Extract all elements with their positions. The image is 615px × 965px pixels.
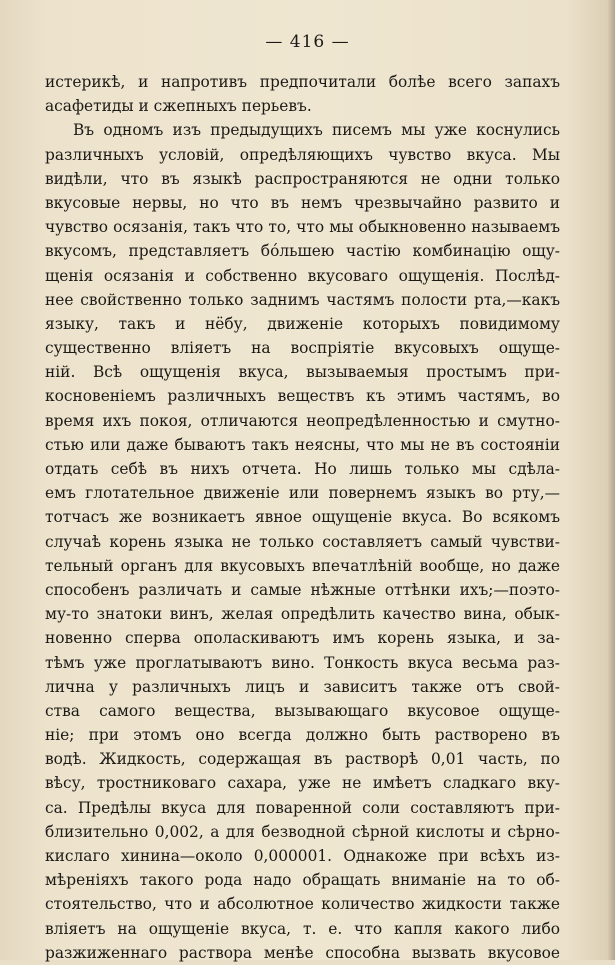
text-line: ства самого вещества, вызывающаго вкусовое ощуще- [45,701,560,720]
text-line: отдать себѣ въ нихъ отчета. Но лишь только мы сдѣла- [45,460,560,478]
text-line: стью или даже бываютъ такъ неясны, что мы не въ состояніи [45,435,560,454]
body-text [45,70,560,965]
text-line: разжиженнаго раствора менѣе способна вызвать вкусовое [45,943,560,962]
text-line: вкусомъ, представляетъ бо́льшею частію комбинацію ощу- [45,242,560,261]
text-line: ніе; при этомъ оно всегда должно быть растворено въ [45,726,560,745]
page-number: — 416 — [265,32,350,52]
text-line: чувство осязанія, такъ что то, что мы обыкновенно называемъ [45,218,560,237]
text-line: Въ одномъ изъ предыдущихъ писемъ мы уже коснулись [73,121,560,140]
text-line: видѣли, что въ языкѣ распространяются не одни только [45,169,560,188]
text-line: вѣсу, тростниковаго сахара, уже не имѣетъ сладкаго вку- [45,774,560,793]
text-line: щенія осязанія и собственно вкусоваго ощущенія. Послѣд- [45,266,560,285]
text-line: случаѣ корень языка не только составляетъ самый чувстви- [45,532,560,551]
text-line: стоятельство, что и абсолютное количество жидкости также [45,895,560,914]
text-line: новенно сперва ополаскиваютъ имъ корень языка, и за- [45,629,560,648]
text-line: са. Предѣлы вкуса для поваренной соли составляютъ при- [45,798,560,817]
text-line: вкусовые нервы, но что въ немъ чрезвычайно развито и [45,193,560,212]
text-line: тельный органъ для вкусовыхъ впечатлѣній вообще, но даже [45,556,560,575]
text-line: языку, такъ и нёбу, движеніе которыхъ повидимому [45,314,560,333]
text-line: способенъ различать и самые нѣжные оттѣнки ихъ;—поэто- [45,580,560,599]
text-line: вліяетъ на ощущеніе вкуса, т. е. что капля какого либо [45,919,560,938]
text-line: му-то знатоки винъ, желая опредѣлить качество вина, обык- [45,605,560,624]
text-line: емъ глотательное движеніе или повернемъ языкъ во рту,— [45,484,560,503]
text-line: асафетиды и сжепныхъ перьевъ. [45,97,312,116]
text-line: близительно 0,002, а для безводной сѣрной кислоты и сѣрно- [45,822,560,841]
text-line: лична у различныхъ лицъ и зависитъ также отъ свой- [45,677,560,696]
text-line: различныхъ условій, опредѣляющихъ чувство вкуса. Мы [45,145,560,164]
text-line: нее свойственно только заднимъ частямъ полости рта,—какъ [45,290,560,309]
page-edge-shadow [607,0,615,960]
text-line: существенно вліяетъ на воспріятіе вкусовыхъ ощуще- [45,339,560,358]
text-line: тотчасъ же возникаетъ явное ощущеніе вкуса. Во всякомъ [45,508,560,527]
text-line: водѣ. Жидкость, содержащая въ растворѣ 0,01 часть, по [45,750,560,769]
text-line: тѣмъ уже проглатываютъ вино. Тонкость вкуса весьма раз- [45,653,560,672]
text-line: кислаго хинина—около 0,000001. Однакоже при всѣхъ из- [45,847,560,865]
text-line: истерикѣ, и напротивъ предпочитали болѣе всего запахъ [45,73,560,91]
text-line: ній. Всѣ ощущенія вкуса, вызываемыя простымъ при- [45,363,560,382]
text-line: время ихъ покоя, отличаются неопредѣленностью и смутно- [45,411,560,430]
text-line: мѣреніяхъ такого рода надо обращать вниманіе на то об- [45,871,560,890]
text-line: косновеніемъ различныхъ веществъ къ этимъ частямъ, во [45,387,560,406]
